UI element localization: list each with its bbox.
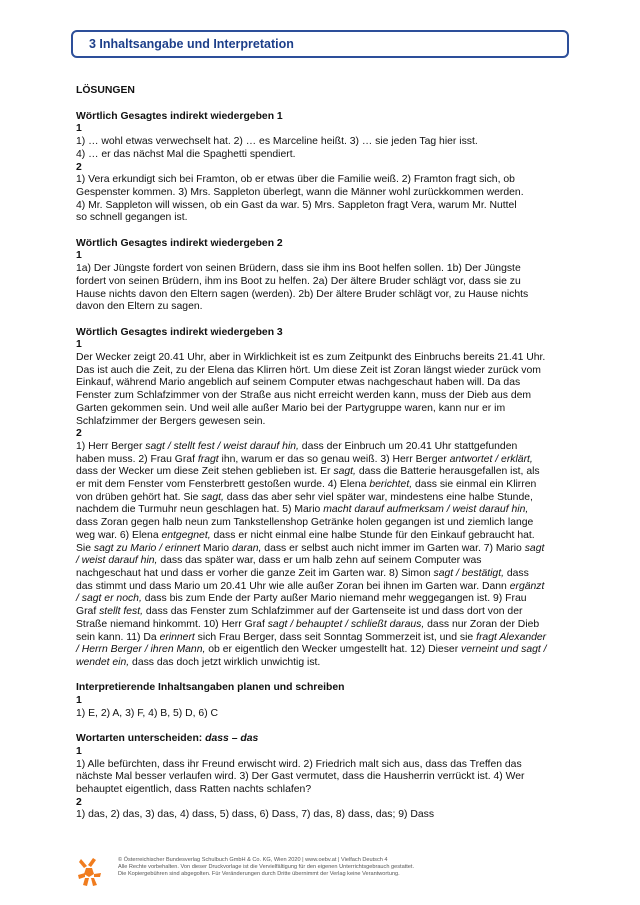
answer-text: Der Wecker zeigt 20.41 Uhr, aber in Wirklichkeit ist es zum Zeitpunkt des Einbruchs bereits 21.41 Uhr. Das ist auch die Zeit, zu der Elena das Klirren hört. Um diese Zeit ist Zoran längst wieder zurück vom Einkauf, während Mario angeblich auf seinem Computer etwas nachgeschaut haben will. Da das Fenster zum Schlafzimmer von der Straße aus nicht erreicht werden kann, muss der Dieb aus dem Garten gekommen sein. Und weil alle außer Mario bei der Partygruppe waren, kann nur er im Schlafzimmer der Bergers gewesen sein. (76, 352, 546, 427)
section-title: Interpretierende Inhaltsangaben planen und schreiben (76, 682, 345, 694)
task-number: 2 (76, 796, 82, 808)
task-number: 1 (76, 250, 82, 262)
solution-section (76, 111, 570, 225)
solution-section (76, 327, 570, 670)
task-number: 1 (76, 745, 82, 757)
task-number: 1 (76, 339, 82, 351)
task-number: 2 (76, 161, 82, 173)
answer-text: 1) Alle befürchten, dass ihr Freund erwischt wird. 2) Friedrich malt sich aus, dass das Treffen das nächste Mal besser verlaufen wird. 3) Der Gast vermutet, dass die Hausherrin verrückt ist. 4) Wer behauptet eigentlich, dass Ratten nachts schlafen? (76, 758, 525, 795)
solution-section (76, 682, 570, 720)
answer-text: 1) Herr Berger sagt / stellt fest / weist darauf hin, dass der Einbruch um 20.41 Uhr stattgefunden haben muss. 2) Frau Graf fragt ihn, warum er das so genau weiß. 3) Herr Berger antwortet / erklärt, dass der Wecker um diese Zeit stehen geblieben ist. Er sagt, dass die Batterie herausgefallen ist, als er mit dem Fenster vom Fensterbrett gestoßen wurde. 4) Elena berichtet, dass sie einmal ein Klirren von drüben gehört hat. Sie sagt, dass das aber sehr viel später war, mindestens eine halbe Stunde, nachdem die Turmuhr neun geschlagen hat. 5) Mario macht darauf aufmerksam / weist darauf hin, dass Zoran gegen halb neun zum Tankstellenshop Getränke holen gegangen ist und ziemlich lange weg war. 6) Elena entgegnet, dass er nicht einmal eine halbe Stunde für den Einkauf gebraucht hat. Sie sagt zu Mario / erinnert Mario daran, dass er selbst auch nicht immer im Garten war. 7) Mario sagt / weist darauf hin, dass das später war, dass er um halb zehn auf seinem Computer was nachgeschaut hat und dass er vorher die ganze Zeit im Garten war. 8) Simon sagt / bestätigt, dass das stimmt und dass Mario um 20.41 Uhr wie alle außer Zoran bei ihnen im Garten war. Dann ergänzt / sagt er noch, dass bis zum Ende der Party außer Mario niemand mehr weggegangen ist. 9) Frau Graf stellt fest, dass das Fenster zum Schlafzimmer auf der Gartenseite ist und dass dort von der Straße niemand hinkommt. 10) Herr Graf sagt / behauptet / schließt daraus, dass nur Zoran der Dieb sein kann. 11) Da erinnert sich Frau Berger, dass seit Sonntag Sommerzeit ist, und sie fragt Alexander / Herrn Berger / ihren Mann, ob er eigentlich den Wecker umgestellt hat. 12) Dieser verneint und sagt / wendet ein, dass das doch jetzt wirklich unwichtig ist. (76, 440, 547, 668)
task-number: 1 (76, 123, 82, 135)
footer (118, 857, 568, 879)
publisher-logo (76, 857, 102, 887)
answer-text: 1) Vera erkundigt sich bei Framton, ob er etwas über die Familie weiß. 2) Framton fragt sich, ob Gespenster kommen. 3) Mrs. Sappleton überlegt, wann die Männer wohl zurückkommen werden. 4) Mr. Sappleton will wissen, ob ein Gast da war. 5) Mrs. Sappleton fragt Vera, warum Mr. Nuttel so schnell gegangen ist. (76, 174, 524, 224)
solution-section (76, 733, 570, 822)
answer-text: 1a) Der Jüngste fordert von seinen Brüdern, dass sie ihm ins Boot helfen sollen. 1b) Der Jüngste fordert von seinen Brüdern, ihm ins Boot zu helfen. 2a) Der ältere Bruder schlägt vor, dass sie zu Hause nichts davon den Eltern sagen (werden). 2b) Der ältere Bruder schlägt vor, zu Hause nichts davon den Eltern zu sagen. (76, 263, 529, 313)
task-number: 1 (76, 695, 82, 706)
solution-section (76, 238, 570, 314)
footer-disclaimer: Die Kopiergebühren sind abgegolten. Für Veränderungen durch Dritte übernimmt der Verlag keine Verantwortung. (118, 871, 400, 878)
chapter-title: 3 Inhaltsangabe und Interpretation (89, 37, 294, 51)
footer-rights: Alle Rechte vorbehalten. Von dieser Druckvorlage ist die Vervielfältigung für den eigenen Unterrichtsgebrauch gestattet. (118, 864, 415, 871)
footer-copyright: © Österreichischer Bundesverlag Schulbuch GmbH & Co. KG, Wien 2020 | www.oebv.at | Vielfach Deutsch 4 (118, 857, 388, 863)
section-title: Wörtlich Gesagtes indirekt wiedergeben 1 (76, 110, 283, 122)
section-title: Wörtlich Gesagtes indirekt wiedergeben 2 (76, 237, 283, 249)
section-title: Wortarten unterscheiden: dass – das (76, 733, 259, 745)
answer-text: 1) das, 2) das, 3) das, 4) dass, 5) dass, 6) Dass, 7) das, 8) dass, das; 9) Dass (76, 809, 435, 821)
sections-container (76, 111, 570, 822)
chapter-header (71, 30, 569, 58)
answer-text: 1) E, 2) A, 3) F, 4) B, 5) D, 6) C (76, 707, 219, 719)
section-title: Wörtlich Gesagtes indirekt wiedergeben 3 (76, 326, 283, 338)
solutions-heading: LÖSUNGEN (76, 85, 135, 96)
answer-text: 1) … wohl etwas verwechselt hat. 2) … es Marceline heißt. 3) … sie jeden Tag hier isst. 4) … er das nächst Mal die Spaghetti spendiert. (76, 136, 478, 160)
task-number: 2 (76, 428, 82, 440)
solutions-content (76, 85, 570, 835)
